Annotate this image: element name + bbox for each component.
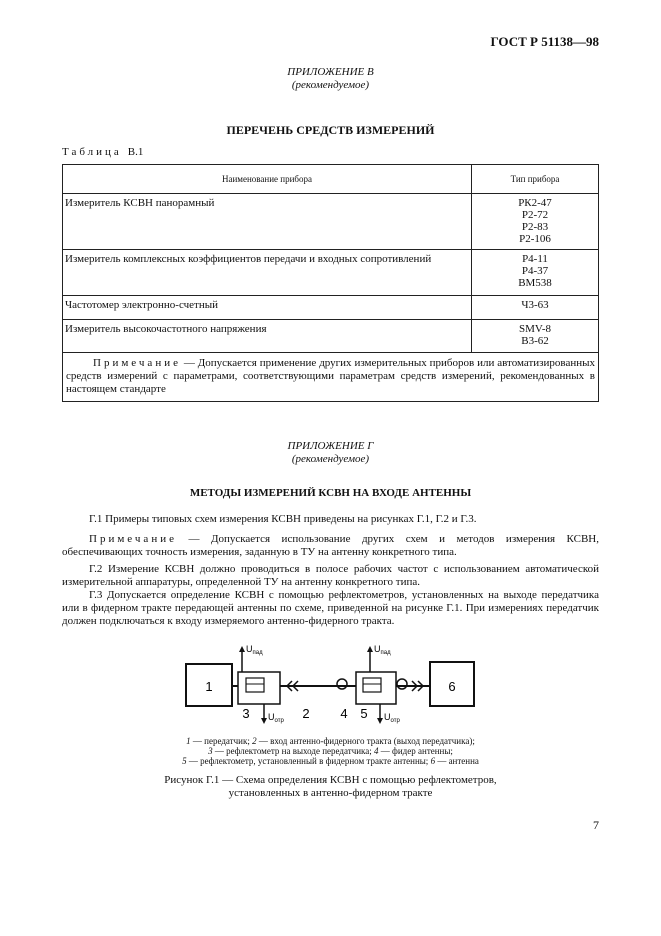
instruments-table — [62, 164, 599, 402]
page-number: 7 — [593, 818, 599, 832]
row-types — [472, 320, 599, 353]
note-label: Примечание — [89, 533, 177, 545]
note-g1 — [62, 533, 599, 559]
paragraph-g3: Г.3 Допускается определение КСВН с помощью рефлектометров, установленных на выходе передатчика или в фидерном тракте передающей антенны по схеме, приведенной на рисунке Г.1. При измерениях передатчик должен подключаться к входу измеряемого антенно-фидерного тракта. — [62, 589, 599, 627]
caption-line-2: установленных в антенно-фидерном тракте — [228, 787, 433, 799]
row-name: Измеритель высокочастотного напряжения — [63, 320, 472, 353]
type-value: РК2-47 — [518, 197, 552, 209]
box6-label: 6 — [448, 679, 456, 694]
figure-legend: 1 — передатчик; 2 — вход антенно-фидерного тракта (выход передатчика); 3 — рефлектометр на выходе передатчика; 4 — фидер антенны; 5 — рефлектометр, установленный в фидерном тракте антенны; 6 — антенна — [182, 736, 479, 766]
feeder-loop-icon — [397, 679, 407, 689]
row-name: Измеритель комплексных коэффициентов передачи и входных сопротивлений — [63, 250, 472, 296]
col-header-type: Тип прибора — [472, 165, 599, 194]
type-value: Р2-72 — [521, 209, 549, 221]
note-text: — Допускается применение других измерительных приборов или автоматизированных средств измерений с параметрами, соответствующими параметрам средств измерений, рекомендованных в настоящем стандарте — [66, 357, 595, 395]
arrow-down-icon — [377, 718, 383, 724]
u-otr-label: $U_{отр}$ — [384, 712, 400, 724]
type-value: Р2-83 — [521, 221, 549, 233]
type-value: SMV-8 — [519, 323, 551, 335]
appendix-g-subtitle: (рекомендуемое) — [291, 453, 370, 465]
reflectometer-3 — [238, 672, 280, 704]
figure-caption — [0, 774, 661, 800]
row-types — [472, 194, 599, 250]
type-value: Ч3-63 — [521, 299, 549, 311]
appendix-g-title: ПРИЛОЖЕНИЕ Г — [287, 440, 374, 452]
table-number: В.1 — [127, 146, 144, 158]
table-header-row — [63, 165, 599, 194]
table-note-row — [63, 353, 599, 402]
type-value: Р4-11 — [522, 253, 548, 265]
u-pad-label: $U_{пад}$ — [374, 644, 391, 656]
table-label: Таблица — [62, 146, 122, 158]
standard-header: ГОСТ Р 51138—98 — [490, 34, 599, 49]
label-2: 2 — [302, 706, 310, 721]
reflectometer-5 — [356, 672, 396, 704]
table-row — [63, 194, 599, 250]
u-pad-label: $U_{пад}$ — [246, 644, 263, 656]
table-row — [63, 296, 599, 320]
caption-line-1: Рисунок Г.1 — Схема определения КСВН с помощью рефлектометров, — [164, 774, 497, 786]
feeder-loop-icon — [337, 679, 347, 689]
row-types — [472, 296, 599, 320]
u-otr-label: $U_{отр}$ — [268, 712, 284, 724]
type-value: Р4-37 — [521, 265, 549, 277]
type-value: Р2-106 — [519, 233, 551, 245]
table-caption — [62, 146, 143, 158]
label-5: 5 — [360, 706, 368, 721]
row-name: Измеритель КСВН панорамный — [63, 194, 472, 250]
appendix-b-title: ПРИЛОЖЕНИЕ В — [287, 66, 374, 78]
appendix-b-subtitle: (рекомендуемое) — [291, 79, 370, 91]
table-row — [63, 320, 599, 353]
figure-g1-diagram — [180, 640, 480, 730]
col-header-name: Наименование прибора — [63, 165, 472, 194]
note-label: Примечание — [93, 357, 181, 369]
label-3: 3 — [242, 706, 250, 721]
appendix-b-heading: ПЕРЕЧЕНЬ СРЕДСТВ ИЗМЕРЕНИЙ — [226, 123, 435, 137]
table-note — [63, 353, 599, 402]
appendix-g-heading: МЕТОДЫ ИЗМЕРЕНИЙ КСВН НА ВХОДЕ АНТЕННЫ — [189, 487, 472, 499]
arrow-up-icon — [239, 646, 245, 652]
type-value: В3-62 — [521, 335, 549, 347]
row-name: Частотомер электронно-счетный — [63, 296, 472, 320]
row-types — [472, 250, 599, 296]
paragraph-g1: Г.1 Примеры типовых схем измерения КСВН приведены на рисунках Г.1, Г.2 и Г.3. — [89, 513, 477, 525]
arrow-up-icon — [367, 646, 373, 652]
paragraph-g2: Г.2 Измерение КСВН должно проводиться в полосе рабочих частот с использованием автоматической измерительной аппаратуры, определенной ТУ на антенну конкретного типа. — [62, 563, 599, 588]
arrow-down-icon — [261, 718, 267, 724]
note-text: — Допускается использование других схем и методов измерения КСВН, обеспечивающих точность измерения, заданную в ТУ на антенну конкретного типа. — [62, 533, 599, 558]
table-row — [63, 250, 599, 296]
box1-label: 1 — [205, 679, 213, 694]
label-4: 4 — [340, 706, 348, 721]
type-value: ВМ538 — [518, 277, 552, 289]
